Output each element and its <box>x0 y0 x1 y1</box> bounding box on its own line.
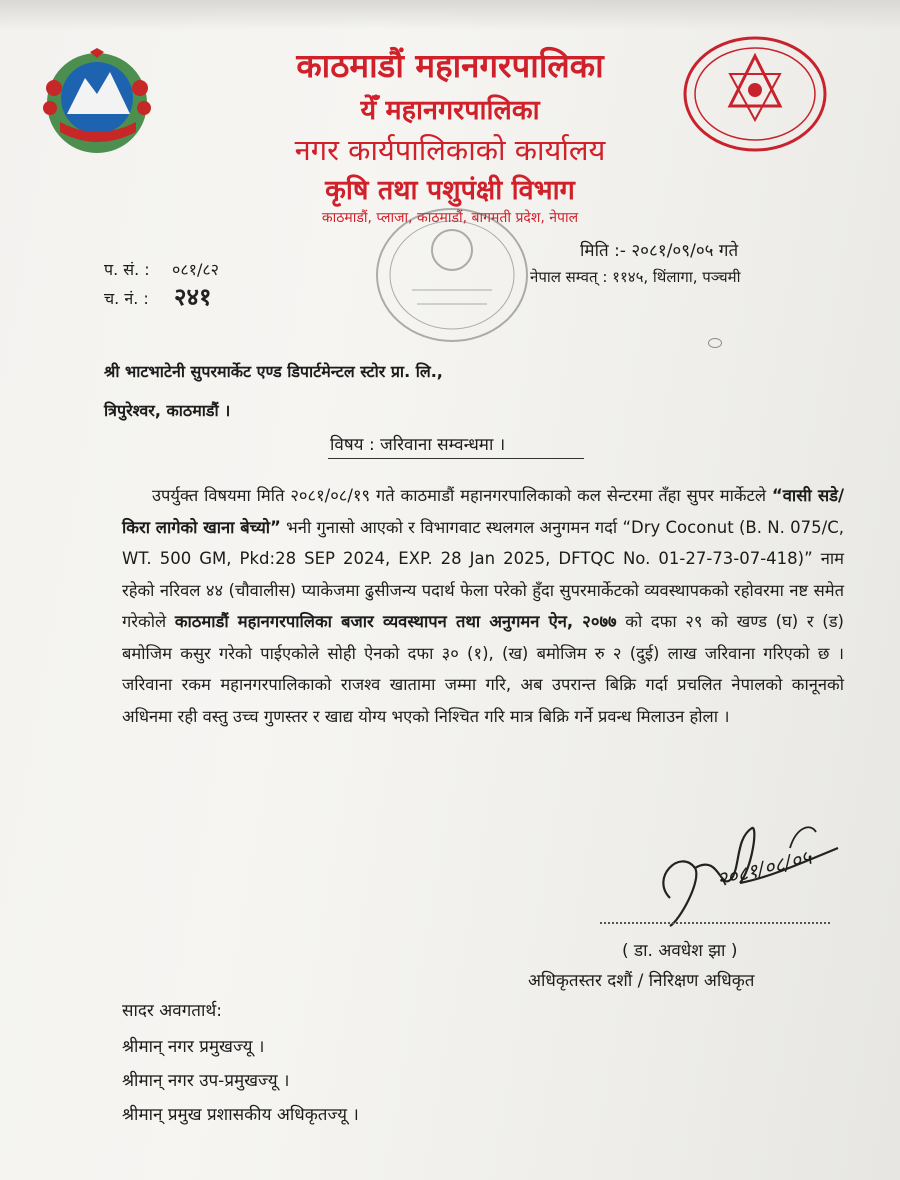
nepal-emblem-icon <box>40 48 155 158</box>
subject-line: विषय : जरिवाना सम्वन्धमा । <box>330 435 506 455</box>
recipient-address: त्रिपुरेश्वर, काठमाडौं । <box>104 401 231 420</box>
body-act-name: काठमाडौं महानगरपालिका बजार व्यवस्थापन तथा अनुगमन ऐन, २०७७ <box>174 612 617 631</box>
body-part-1: उपर्युक्त विषयमा मिति २०८१/०८/१९ गते काठमाडौं महानगरपालिकाको कल सेन्टरमा तँहा सुपर मार्केटले <box>152 486 772 505</box>
body-quote: “वासी सडे/किरा लागेको खाना बेच्यो” <box>122 486 844 537</box>
cc-item: श्रीमान् नगर प्रमुखज्यू । <box>122 1037 265 1057</box>
cn-value: २४१ <box>174 282 212 311</box>
letter-body <box>122 480 844 732</box>
header-address: काठमाडौं, प्लाजा, काठमाडौं, बागमती प्रदेश, नेपाल <box>321 210 579 226</box>
cc-heading: सादर अवगतार्थ: <box>122 1001 222 1021</box>
ink-mark <box>708 338 722 348</box>
header-city-name: काठमाडौं महानगरपालिका <box>296 46 604 85</box>
recipient-name: श्री भाटभाटेनी सुपरमार्केट एण्ड डिपार्टमेन्टल स्टोर प्रा. लि., <box>104 362 443 381</box>
cn-label: च. नं. : <box>104 289 149 308</box>
letter-date: मिति :- २०८१/०९/०५ गते <box>580 241 739 261</box>
cc-item: श्रीमान् प्रमुख प्रशासकीय अधिकृतज्यू । <box>122 1105 359 1125</box>
cc-item: श्रीमान् नगर उप-प्रमुखज्यू । <box>122 1071 290 1091</box>
body-part-3: को दफा २९ को खण्ड (घ) र (ड) बमोजिम कसुर गरेको पाईएकोले सोही ऐनको दफा ३० (१), (ख) बमोजिम रु २ (दुई) लाख जरिवाना गरिएको छ । जरिवाना रकम महानगरपालिकाको राजश्व खातामा जम्मा गरि, अब उपरान्त बिक्रि गर्दा प्रचलित नेपालको कानूनको अधिनमा रही वस्तु उच्च गुणस्तर र खाद्य योग्य भएको निश्चित गरि मात्र बिक्रि गर्ने प्रवन्ध मिलाउन होला । <box>122 612 844 726</box>
ps-label: प. सं. : <box>104 260 150 279</box>
signature-line <box>600 922 830 924</box>
body-part-2: भनी गुनासो आएको र विभागवाट स्थलगल अनुगमन गर्दा “Dry Coconut (B. N. 075/C, WT. 500 GM, Pkd:28 SEP 2024, EXP. 28 Jan 2025, DFTQC No. 01-27-73-07-418)” नाम रहेको नरिवल ४४ (चौवालीस) प्याकेजमा ढुसीजन्य पदार्थ फेला परेको हुँदा सुपरमार्केटको व्यवस्थापकको रहोवरमा नष्ट समेत गरेकोले <box>122 517 844 631</box>
signatory-title: अधिकृतस्तर दशौं / निरिक्षण अधिकृत <box>528 971 755 991</box>
handwritten-date: २०८१/०८/०५ <box>714 844 814 892</box>
kmc-seal-icon <box>680 34 830 154</box>
page-shadow <box>0 0 900 30</box>
header-office: नगर कार्यपालिकाको कार्यालय <box>294 133 606 167</box>
header-newari-name: येँ महानगरपालिका <box>360 95 540 126</box>
ps-value: ०८१/८२ <box>172 260 219 279</box>
subject-underline <box>328 458 584 459</box>
office-stamp-icon <box>372 200 542 350</box>
header-department: कृषि तथा पशुपंक्षी विभाग <box>325 175 575 206</box>
signatory-name: ( डा. अवधेश झा ) <box>622 941 738 961</box>
nepal-sambat-date: नेपाल सम्वत् : ११४५, थिंलागा, पञ्चमी <box>530 268 741 286</box>
